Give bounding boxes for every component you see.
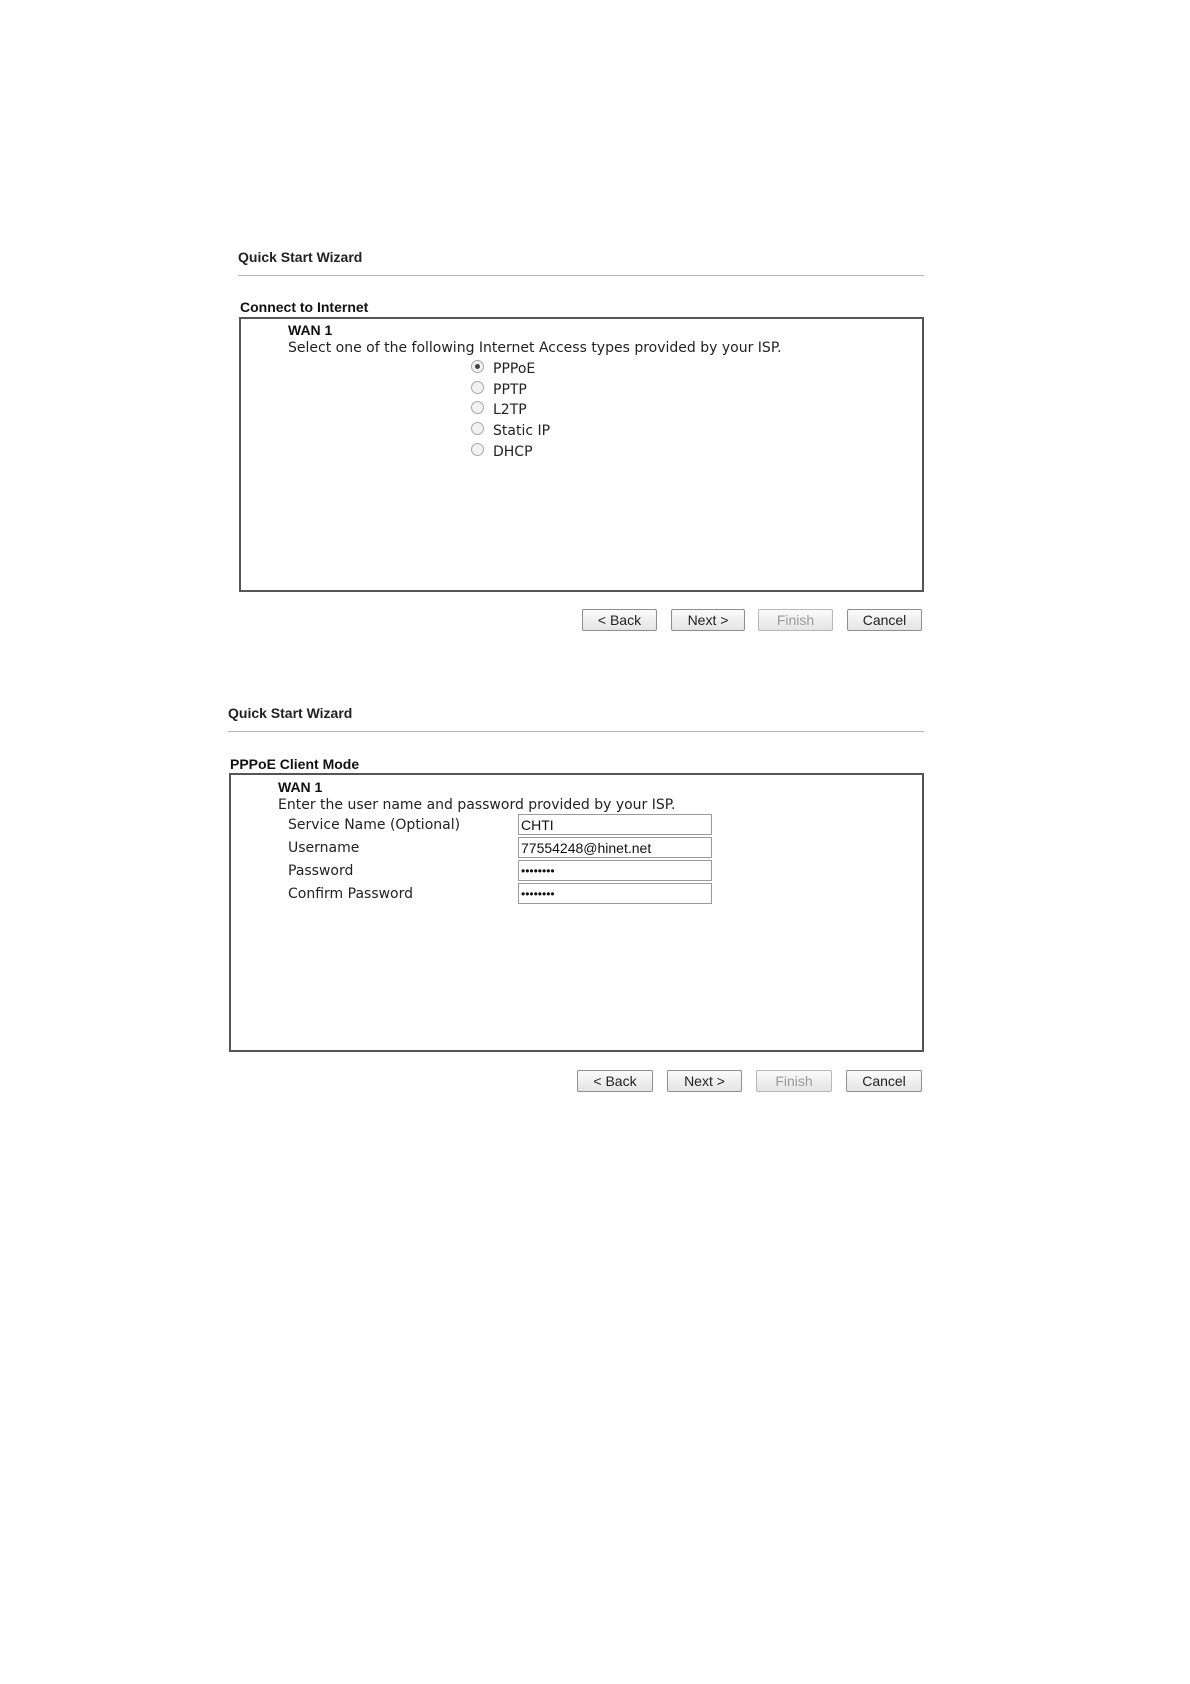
radio-button[interactable] xyxy=(471,360,484,373)
service-name-label: Service Name (Optional) xyxy=(288,817,461,833)
cancel-button[interactable]: Cancel xyxy=(846,1070,922,1092)
radio-label: Static IP xyxy=(493,423,551,439)
wizard2-section-title: PPPoE Client Mode xyxy=(230,756,360,772)
wizard2-title: Quick Start Wizard xyxy=(228,705,353,721)
password-label: Password xyxy=(288,863,354,879)
back-button[interactable]: < Back xyxy=(577,1070,653,1092)
radio-button[interactable] xyxy=(471,381,484,394)
finish-button[interactable]: Finish xyxy=(758,609,833,631)
radio-label: PPTP xyxy=(493,382,527,398)
wizard2-divider xyxy=(228,731,924,732)
radio-option-dhcp[interactable] xyxy=(471,442,533,462)
radio-label: DHCP xyxy=(493,444,533,460)
radio-button[interactable] xyxy=(471,422,484,435)
radio-label: L2TP xyxy=(493,402,527,418)
wizard1-panel xyxy=(239,317,924,592)
service-name-value: CHTI xyxy=(521,816,554,833)
back-button[interactable]: < Back xyxy=(582,609,657,631)
wizard1-instruction: Select one of the following Internet Access types provided by your ISP. xyxy=(288,340,782,356)
finish-button[interactable]: Finish xyxy=(756,1070,832,1092)
radio-label: PPPoE xyxy=(493,361,536,377)
wizard2-wan-label: WAN 1 xyxy=(278,779,323,795)
password-value: •••••••• xyxy=(521,863,555,878)
radio-button[interactable] xyxy=(471,443,484,456)
radio-button[interactable] xyxy=(471,401,484,414)
wizard1-wan-label: WAN 1 xyxy=(288,322,333,338)
confirm-password-value: •••••••• xyxy=(521,886,555,901)
wizard1-divider xyxy=(238,275,924,276)
radio-option-pptp[interactable] xyxy=(471,380,527,400)
username-input[interactable] xyxy=(518,837,712,858)
next-button[interactable]: Next > xyxy=(671,609,745,631)
wizard1-title: Quick Start Wizard xyxy=(238,249,363,265)
radio-option-static-ip[interactable] xyxy=(471,421,550,441)
cancel-button[interactable]: Cancel xyxy=(847,609,922,631)
password-input[interactable] xyxy=(518,860,712,881)
wizard2-instruction: Enter the user name and password provided by your ISP. xyxy=(278,797,676,813)
wizard1-section-title: Connect to Internet xyxy=(240,299,369,315)
next-button[interactable]: Next > xyxy=(667,1070,742,1092)
radio-option-l2tp[interactable] xyxy=(471,400,527,420)
username-label: Username xyxy=(288,840,360,856)
confirm-password-input[interactable] xyxy=(518,883,712,904)
username-value: 77554248@hinet.net xyxy=(521,839,652,856)
confirm-password-label: Confirm Password xyxy=(288,886,414,902)
radio-option-pppoe[interactable] xyxy=(471,359,535,379)
service-name-input[interactable] xyxy=(518,814,712,835)
